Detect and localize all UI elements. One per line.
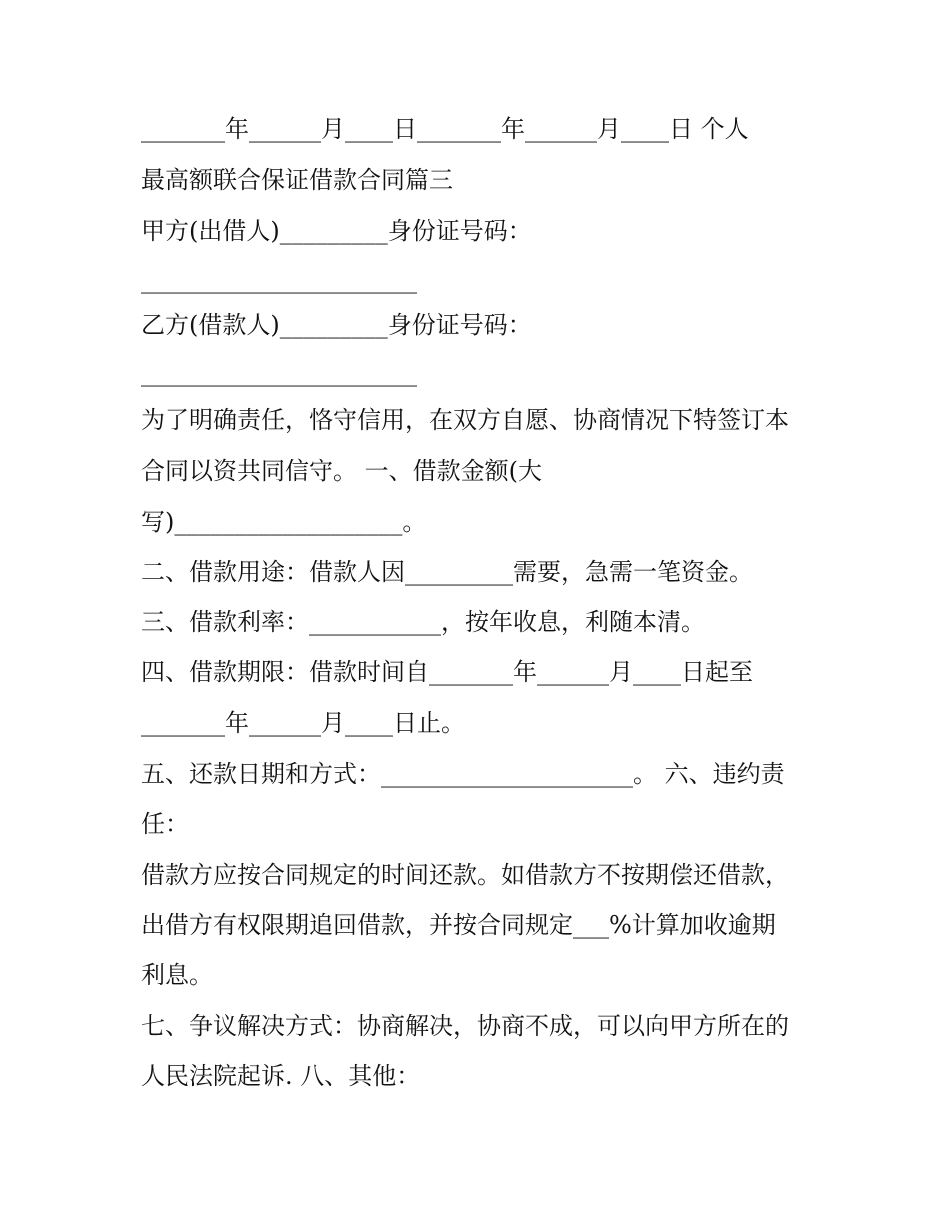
- date-line: _______年______月____日_______年______月____日 个人: [141, 115, 749, 143]
- dispute-line-1: 七、争议解决方式：协商解决，协商不成，可以向甲方所在的: [141, 1012, 789, 1040]
- loan-term-line-1: 四、借款期限：借款时间自_______年______月____日起至: [141, 658, 753, 686]
- interest-rate-line: 三、借款利率：___________，按年收息，利随本清。: [141, 608, 705, 636]
- liability-text-3: 利息。: [141, 961, 213, 989]
- liability-text-2: 出借方有权限期追回借款，并按合同规定___%计算加收逾期: [141, 911, 776, 939]
- party-a-line: 甲方(出借人)_________身份证号码：: [141, 217, 532, 245]
- party-b-id-blank: _______________________: [141, 359, 417, 387]
- loan-term-line-2: _______年______月____日止。: [141, 709, 465, 737]
- liability-text-1: 借款方应按合同规定的时间还款。如借款方不按期偿还借款，: [141, 861, 789, 889]
- preamble-line-2: 合同以资共同信守。 一、借款金额(大: [141, 457, 542, 485]
- contract-title: 最高额联合保证借款合同篇三: [141, 166, 453, 194]
- loan-amount-line: 写)___________________。: [141, 508, 427, 536]
- loan-purpose-line: 二、借款用途：借款人因_________需要，急需一笔资金。: [141, 558, 753, 586]
- liability-heading-end: 任：: [141, 810, 189, 838]
- repayment-line: 五、还款日期和方式：_____________________。 六、违约责: [141, 760, 785, 788]
- party-b-line: 乙方(借款人)_________身份证号码：: [141, 311, 532, 339]
- party-a-id-blank: _______________________: [141, 266, 417, 294]
- dispute-line-2: 人民法院起诉. 八、其他：: [141, 1062, 421, 1090]
- preamble-line-1: 为了明确责任，恪守信用，在双方自愿、协商情况下特签订本: [141, 406, 789, 434]
